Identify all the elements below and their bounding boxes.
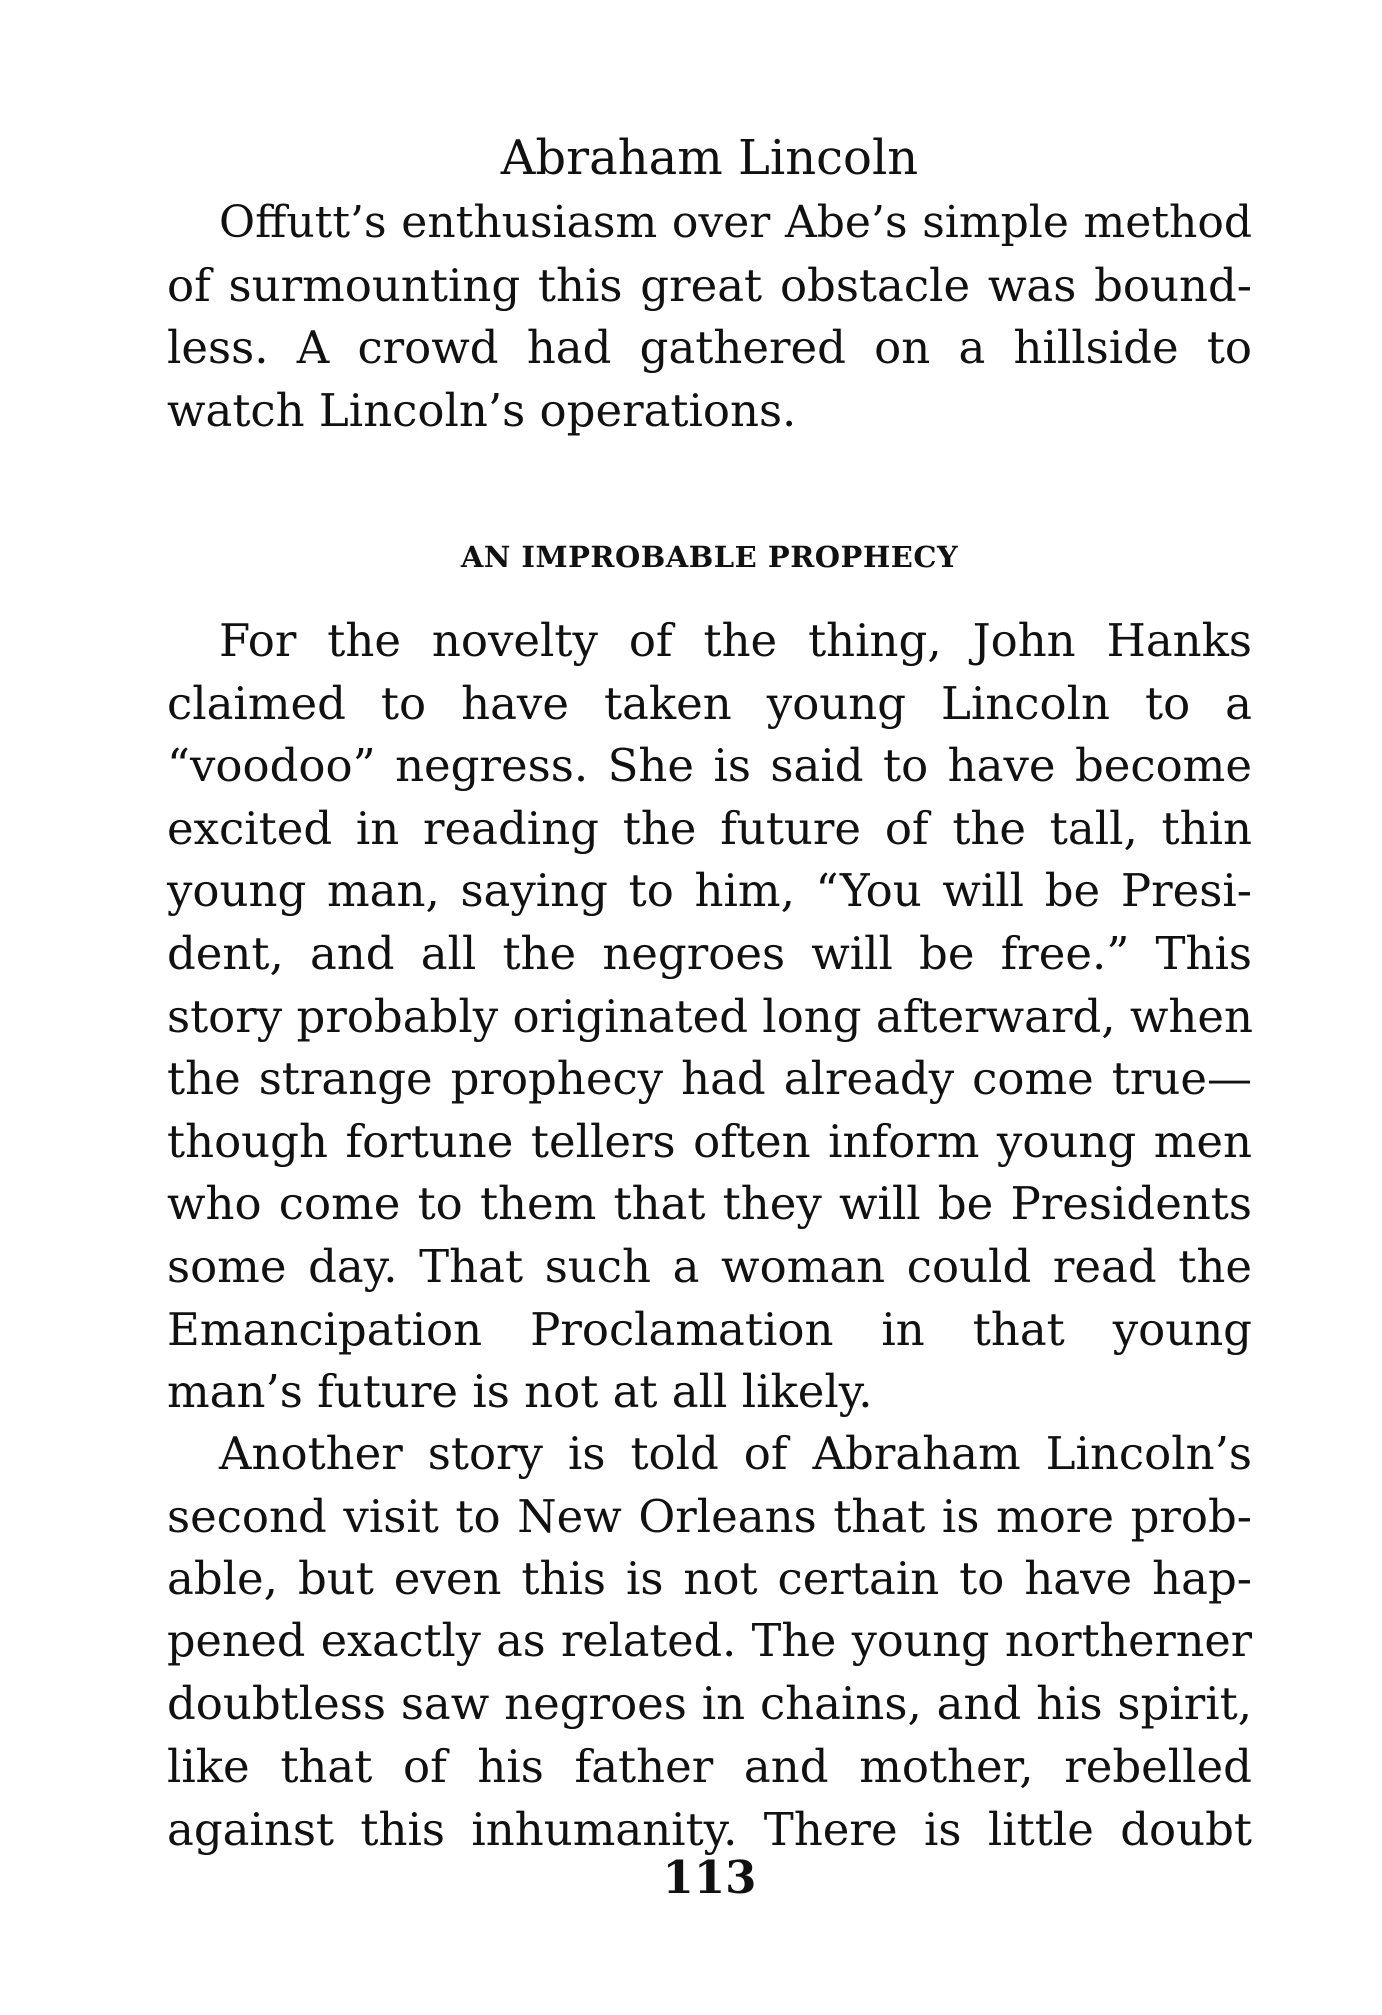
paragraph-line: story probably originated long afterward, when [167,989,1253,1043]
paragraph-line: “voodoo” negress. She is said to have become [167,739,1252,793]
paragraph-line: though fortune tellers often inform young men [167,1114,1252,1168]
paragraph-line: against this inhumanity. There is little doubt [167,1802,1252,1856]
paragraph-line: Offutt’s enthusiasm over Abe’s simple method [219,197,1252,248]
paragraph-line: Emancipation Proclamation in that young [167,1302,1252,1356]
paragraph-line: of surmounting this great obstacle was bound- [167,258,1252,312]
paragraph-line: pened exactly as related. The young northerner [167,1615,1252,1667]
paragraph-1 [167,192,1252,442]
section-heading: AN IMPROBABLE PROPHECY [460,540,959,574]
paragraph-line: watch Lincoln’s operations. [167,383,797,437]
paragraph-line: like that of his father and mother, rebelled [167,1739,1252,1793]
paragraph-line: excited in reading the future of the tall, thin [167,801,1252,855]
paragraph-line: doubtless saw negroes in chains, and his spirit, [167,1677,1252,1731]
paragraph-line: young man, saying to him, “You will be Presi- [167,864,1252,918]
paragraph-line: some day. That such a woman could read the [167,1239,1252,1293]
book-page [167,0,1252,2015]
paragraph-line: less. A crowd had gathered on a hillside to [167,321,1252,375]
paragraph-line: second visit to New Orleans that is more prob- [167,1489,1252,1543]
paragraph-3 [167,1423,1252,1861]
paragraph-line: For the novelty of the thing, John Hanks [219,614,1252,667]
paragraph-line: who come to them that they will be Presidents [167,1177,1252,1231]
running-head: Abraham Lincoln [500,130,919,186]
paragraph-line: the strange prophecy had already come true— [167,1052,1252,1106]
paragraph-line: able, but even this is not certain to have hap- [167,1552,1252,1606]
paragraph-line: man’s future is not at all likely. [167,1365,873,1419]
paragraph-2 [167,610,1252,1424]
paragraph-line: dent, and all the negroes will be free.” This [167,926,1252,980]
page-number: 113 [662,1851,757,1904]
paragraph-line: claimed to have taken young Lincoln to a [167,676,1252,730]
paragraph-line: Another story is told of Abraham Lincoln’s [219,1427,1252,1480]
